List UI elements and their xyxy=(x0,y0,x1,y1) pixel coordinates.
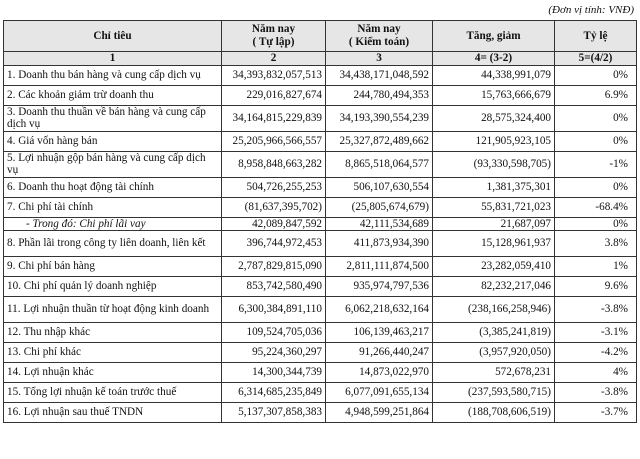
audited-value: 506,107,630,554 xyxy=(326,177,433,197)
ratio-value: 0% xyxy=(555,177,637,197)
change-value: (238,166,258,946) xyxy=(433,297,555,323)
audited-value: 34,438,171,048,592 xyxy=(326,65,433,85)
audited-value: 6,077,091,655,134 xyxy=(326,383,433,403)
header-indicator: Chỉ tiêu xyxy=(4,21,222,52)
audited-value: (25,805,674,679) xyxy=(326,197,433,217)
ratio-value: -3.7% xyxy=(555,403,637,423)
table-header xyxy=(4,21,637,52)
row-label: 7. Chi phí tài chính xyxy=(4,197,222,217)
change-value: (237,593,580,715) xyxy=(433,383,555,403)
table-row xyxy=(4,217,637,231)
change-value: (3,385,241,819) xyxy=(433,323,555,343)
header-change: Tăng, giảm xyxy=(433,21,555,52)
row-label: 1. Doanh thu bán hàng và cung cấp dịch vụ xyxy=(4,65,222,85)
change-value: 1,381,375,301 xyxy=(433,177,555,197)
header-audited xyxy=(326,21,433,52)
self-prepared-value: 42,089,847,592 xyxy=(222,217,326,231)
ratio-value: 0% xyxy=(555,105,637,131)
self-prepared-value: 229,016,827,674 xyxy=(222,85,326,105)
self-prepared-value: 853,742,580,490 xyxy=(222,277,326,297)
change-value: (188,708,606,519) xyxy=(433,403,555,423)
index-row xyxy=(4,52,637,66)
table-row xyxy=(4,85,637,105)
ratio-value: 0% xyxy=(555,131,637,151)
self-prepared-value: 2,787,829,815,090 xyxy=(222,257,326,277)
table-row xyxy=(4,151,637,177)
table-row xyxy=(4,131,637,151)
index-cell: 4= (3-2) xyxy=(433,52,555,66)
change-value: 15,128,961,937 xyxy=(433,231,555,257)
change-value: 121,905,923,105 xyxy=(433,131,555,151)
audited-value: 2,811,111,874,500 xyxy=(326,257,433,277)
self-prepared-value: 504,726,255,253 xyxy=(222,177,326,197)
audited-value: 244,780,494,353 xyxy=(326,85,433,105)
self-prepared-value: 34,393,832,057,513 xyxy=(222,65,326,85)
change-value: 572,678,231 xyxy=(433,363,555,383)
ratio-value: 6.9% xyxy=(555,85,637,105)
table-row xyxy=(4,197,637,217)
row-label: 14. Lợi nhuận khác xyxy=(4,363,222,383)
row-label: 8. Phần lãi trong công ty liên doanh, liên kết xyxy=(4,231,222,257)
header-self-line1: Năm nay xyxy=(251,23,296,35)
index-cell: 1 xyxy=(4,52,222,66)
table-row xyxy=(4,383,637,403)
table-row xyxy=(4,231,637,257)
ratio-value: -3.8% xyxy=(555,297,637,323)
table-row xyxy=(4,403,637,423)
ratio-value: -3.1% xyxy=(555,323,637,343)
self-prepared-value: 6,300,384,891,110 xyxy=(222,297,326,323)
index-cell: 2 xyxy=(222,52,326,66)
audited-value: 935,974,797,536 xyxy=(326,277,433,297)
row-label: 12. Thu nhập khác xyxy=(4,323,222,343)
change-value: (3,957,920,050) xyxy=(433,343,555,363)
self-prepared-value: 396,744,972,453 xyxy=(222,231,326,257)
self-prepared-value: 5,137,307,858,383 xyxy=(222,403,326,423)
index-cell: 5=(4/2) xyxy=(555,52,637,66)
row-label: 2. Các khoản giảm trừ doanh thu xyxy=(4,85,222,105)
audited-value: 34,193,390,554,239 xyxy=(326,105,433,131)
audited-value: 91,266,440,247 xyxy=(326,343,433,363)
ratio-value: -4.2% xyxy=(555,343,637,363)
ratio-value: -1% xyxy=(555,151,637,177)
row-label: 5. Lợi nhuận gộp bán hàng và cung cấp dịch vụ xyxy=(4,151,222,177)
self-prepared-value: 14,300,344,739 xyxy=(222,363,326,383)
audited-value: 106,139,463,217 xyxy=(326,323,433,343)
self-prepared-value: 6,314,685,235,849 xyxy=(222,383,326,403)
row-label: 9. Chi phí bán hàng xyxy=(4,257,222,277)
table-row xyxy=(4,105,637,131)
audited-value: 4,948,599,251,864 xyxy=(326,403,433,423)
table-row xyxy=(4,323,637,343)
row-label: 16. Lợi nhuận sau thuế TNDN xyxy=(4,403,222,423)
header-self-line2: ( Tự lập) xyxy=(252,36,295,48)
table-row xyxy=(4,297,637,323)
audited-value: 14,873,022,970 xyxy=(326,363,433,383)
ratio-value: -68.4% xyxy=(555,197,637,217)
ratio-value: 1% xyxy=(555,257,637,277)
change-value: 21,687,097 xyxy=(433,217,555,231)
self-prepared-value: 8,958,848,663,282 xyxy=(222,151,326,177)
self-prepared-value: 109,524,705,036 xyxy=(222,323,326,343)
change-value: 23,282,059,410 xyxy=(433,257,555,277)
change-value: 15,763,666,679 xyxy=(433,85,555,105)
self-prepared-value: 34,164,815,229,839 xyxy=(222,105,326,131)
change-value: 55,831,721,023 xyxy=(433,197,555,217)
financial-table xyxy=(3,20,637,423)
ratio-value: 0% xyxy=(555,65,637,85)
row-label: 11. Lợi nhuận thuần từ hoạt động kinh doanh xyxy=(4,297,222,323)
table-row xyxy=(4,363,637,383)
audited-value: 411,873,934,390 xyxy=(326,231,433,257)
audited-value: 8,865,518,064,577 xyxy=(326,151,433,177)
audited-value: 6,062,218,632,164 xyxy=(326,297,433,323)
table-body xyxy=(4,52,637,423)
row-label: 15. Tổng lợi nhuận kế toán trước thuế xyxy=(4,383,222,403)
table-row xyxy=(4,257,637,277)
change-value: 44,338,991,079 xyxy=(433,65,555,85)
table-row xyxy=(4,177,637,197)
audited-value: 25,327,872,489,662 xyxy=(326,131,433,151)
ratio-value: -3.8% xyxy=(555,383,637,403)
table-row xyxy=(4,343,637,363)
ratio-value: 0% xyxy=(555,217,637,231)
change-value: 28,575,324,400 xyxy=(433,105,555,131)
table-row xyxy=(4,277,637,297)
ratio-value: 4% xyxy=(555,363,637,383)
header-ratio: Tỷ lệ xyxy=(555,21,637,52)
row-label: 13. Chi phí khác xyxy=(4,343,222,363)
row-label: 10. Chi phí quản lý doanh nghiệp xyxy=(4,277,222,297)
row-label: 4. Giá vốn hàng bán xyxy=(4,131,222,151)
ratio-value: 3.8% xyxy=(555,231,637,257)
change-value: (93,330,598,705) xyxy=(433,151,555,177)
row-label: 6. Doanh thu hoạt động tài chính xyxy=(4,177,222,197)
self-prepared-value: (81,637,395,702) xyxy=(222,197,326,217)
header-audit-line1: Năm nay xyxy=(357,23,401,35)
header-audit-line2: ( Kiểm toán) xyxy=(348,36,410,48)
self-prepared-value: 25,205,966,566,557 xyxy=(222,131,326,151)
audited-value: 42,111,534,689 xyxy=(326,217,433,231)
row-label: - Trong đó: Chi phí lãi vay xyxy=(4,217,222,231)
ratio-value: 9.6% xyxy=(555,277,637,297)
self-prepared-value: 95,224,360,297 xyxy=(222,343,326,363)
header-self-prepared xyxy=(222,21,326,52)
change-value: 82,232,217,046 xyxy=(433,277,555,297)
index-cell: 3 xyxy=(326,52,433,66)
row-label: 3. Doanh thu thuần về bán hàng và cung cấp dịch vụ xyxy=(4,105,222,131)
table-row xyxy=(4,65,637,85)
unit-note: (Đơn vị tính: VNĐ) xyxy=(548,4,634,16)
